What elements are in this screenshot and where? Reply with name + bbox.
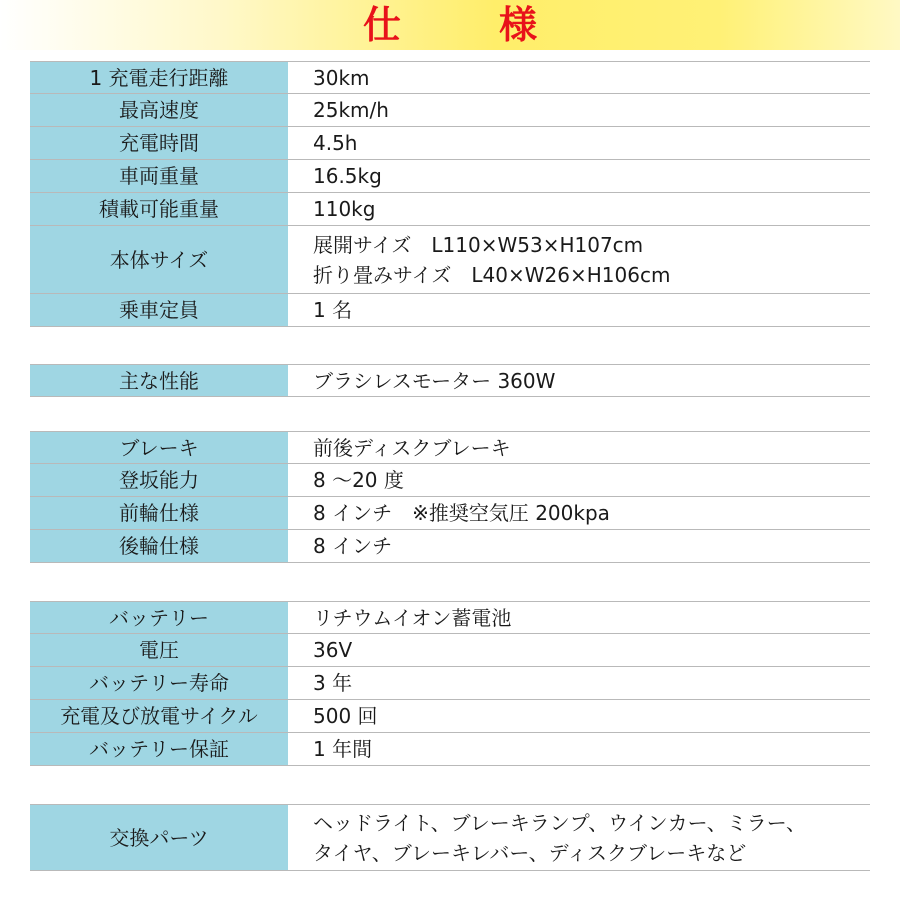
spec-row <box>30 804 870 871</box>
spec-label: 主な性能 <box>30 365 288 396</box>
spec-value <box>313 365 870 396</box>
spec-row <box>30 601 870 634</box>
spec-row <box>30 61 870 94</box>
spec-label: 充電及び放電サイクル <box>30 700 288 732</box>
spec-value <box>313 226 870 293</box>
spec-value-line: ブラシレスモーター 360W <box>313 368 556 393</box>
spec-row <box>30 497 870 530</box>
spec-row <box>30 127 870 160</box>
spec-value-line: 折り畳みサイズ L40×W26×H106cm <box>313 262 671 287</box>
spec-value-line: リチウムイオン蓄電池 <box>313 605 512 630</box>
spec-label: 積載可能重量 <box>30 193 288 225</box>
spec-value-line: 8 インチ ※推奨空気圧 200kpa <box>313 501 610 525</box>
spec-row <box>30 431 870 464</box>
spec-value-line: ヘッドライト、ブレーキランプ、ウインカー、ミラー、 <box>313 810 806 835</box>
spec-value-line: 1 年間 <box>313 737 373 761</box>
spec-label: 交換パーツ <box>30 805 288 870</box>
spec-value-line: タイヤ、ブレーキレバー、ディスクブレーキなど <box>313 840 747 865</box>
spec-value <box>313 634 870 666</box>
page-title: 仕 様 <box>362 3 567 47</box>
spec-label: ブレーキ <box>30 432 288 463</box>
spec-value <box>313 805 870 870</box>
spec-row <box>30 700 870 733</box>
spec-value-line: 8 ～20 度 <box>313 468 404 492</box>
spec-row <box>30 160 870 193</box>
spec-row <box>30 364 870 397</box>
spec-value-line: 前後ディスクブレーキ <box>313 435 511 460</box>
spec-row <box>30 193 870 226</box>
spec-row <box>30 226 870 294</box>
spec-value-line: 4.5h <box>313 131 358 155</box>
spec-value <box>313 294 870 326</box>
spec-value <box>313 497 870 529</box>
spec-value <box>313 193 870 225</box>
spec-value <box>313 62 870 93</box>
spec-value <box>313 464 870 496</box>
spec-value-line: 25km/h <box>313 98 389 122</box>
spec-value-line: 36V <box>313 638 353 662</box>
spec-value-line: 30km <box>313 65 370 90</box>
spec-value-line: 16.5kg <box>313 164 382 188</box>
spec-row <box>30 634 870 667</box>
spec-value <box>313 602 870 633</box>
spec-label: バッテリー保証 <box>30 733 288 765</box>
spec-label: バッテリー寿命 <box>30 667 288 699</box>
spec-label: バッテリー <box>30 602 288 633</box>
spec-value-line: 500 回 <box>313 704 378 728</box>
spec-value-line: 1 名 <box>313 298 353 322</box>
spec-label: 車両重量 <box>30 160 288 192</box>
spec-value <box>313 700 870 732</box>
spec-value <box>313 160 870 192</box>
spec-value-line: 3 年 <box>313 671 353 695</box>
spec-row <box>30 94 870 127</box>
spec-value <box>313 127 870 159</box>
spec-label: 乗車定員 <box>30 294 288 326</box>
spec-label: 1 充電走行距離 <box>30 62 288 93</box>
spec-row <box>30 667 870 700</box>
spec-value-line: 110kg <box>313 197 376 221</box>
spec-value <box>313 667 870 699</box>
spec-label: 最高速度 <box>30 94 288 126</box>
spec-label: 電圧 <box>30 634 288 666</box>
spec-label: 登坂能力 <box>30 464 288 496</box>
spec-row <box>30 733 870 766</box>
spec-label: 本体サイズ <box>30 226 288 293</box>
spec-label: 後輪仕様 <box>30 530 288 562</box>
spec-label: 充電時間 <box>30 127 288 159</box>
spec-value <box>313 432 870 463</box>
spec-value-line: 8 インチ <box>313 534 393 558</box>
spec-value <box>313 94 870 126</box>
spec-value-line: 展開サイズ L110×W53×H107cm <box>313 232 644 257</box>
spec-row <box>30 294 870 327</box>
spec-row <box>30 464 870 497</box>
spec-value <box>313 530 870 562</box>
spec-row <box>30 530 870 563</box>
spec-value <box>313 733 870 765</box>
spec-label: 前輪仕様 <box>30 497 288 529</box>
